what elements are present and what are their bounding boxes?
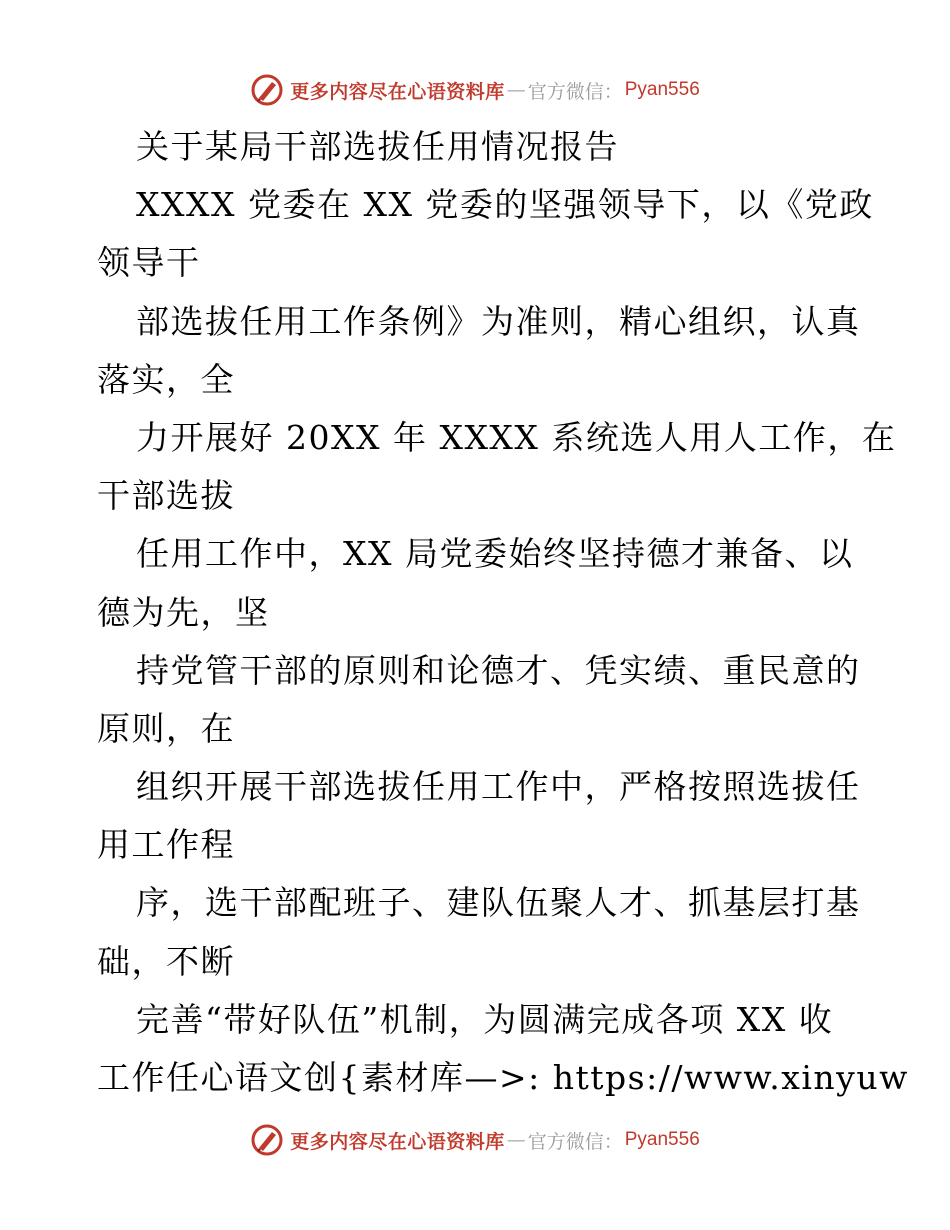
- paragraph-line: 用工作程: [97, 825, 235, 865]
- paragraph-line: 持党管干部的原则和论德才、凭实绩、重民意的: [136, 650, 861, 690]
- banner-wechat-id: Pyan556: [624, 1129, 700, 1150]
- paragraph-line: 完善“带好队伍”机制，为圆满完成各项 XX 收: [136, 999, 834, 1039]
- banner-dash: —: [506, 1129, 526, 1151]
- banner-slogan: 更多内容尽在心语资料库: [290, 80, 505, 103]
- banner-slogan: 更多内容尽在心语资料库: [290, 1130, 505, 1153]
- paragraph-line: 德为先，坚: [97, 592, 270, 632]
- pen-logo-icon: [250, 1123, 284, 1157]
- paragraph-line: 组织开展干部选拔任用工作中，严格按照选拔任: [136, 767, 861, 807]
- banner-wechat-label: 官方微信：: [527, 80, 623, 103]
- banner-dash: —: [506, 79, 526, 101]
- paragraph-line: 领导干: [97, 243, 201, 283]
- paragraph-line: 础，不断: [97, 941, 235, 981]
- header-banner: [0, 70, 950, 110]
- paragraph-line: XXXX 党委在 XX 党委的坚强领导下，以《党政: [136, 185, 874, 225]
- paragraph-line: 原则，在: [97, 708, 235, 748]
- paragraph-line: 任用工作中，XX 局党委始终坚持德才兼备、以: [136, 534, 854, 574]
- paragraph-line: 落实，全: [97, 359, 235, 399]
- paragraph-line: 干部选拔: [97, 476, 235, 516]
- pen-logo-icon: [250, 73, 284, 107]
- paragraph-line: 序，选干部配班子、建队伍聚人才、抓基层打基: [136, 883, 861, 923]
- banner-wechat-label: 官方微信：: [527, 1130, 623, 1153]
- paragraph-line: 工作任心语文创{素材库—>: https://www.xinyuw: [97, 1058, 909, 1097]
- document-title: 关于某局干部选拔任用情况报告: [136, 127, 619, 166]
- paragraph-line: 部选拔任用工作条例》为准则，精心组织，认真: [136, 301, 861, 341]
- document-body: [97, 118, 909, 1107]
- footer-banner: [0, 1120, 950, 1160]
- banner-wechat-id: Pyan556: [624, 79, 700, 100]
- paragraph-line: 力开展好 20XX 年 XXXX 系统选人用人工作，在: [136, 417, 897, 457]
